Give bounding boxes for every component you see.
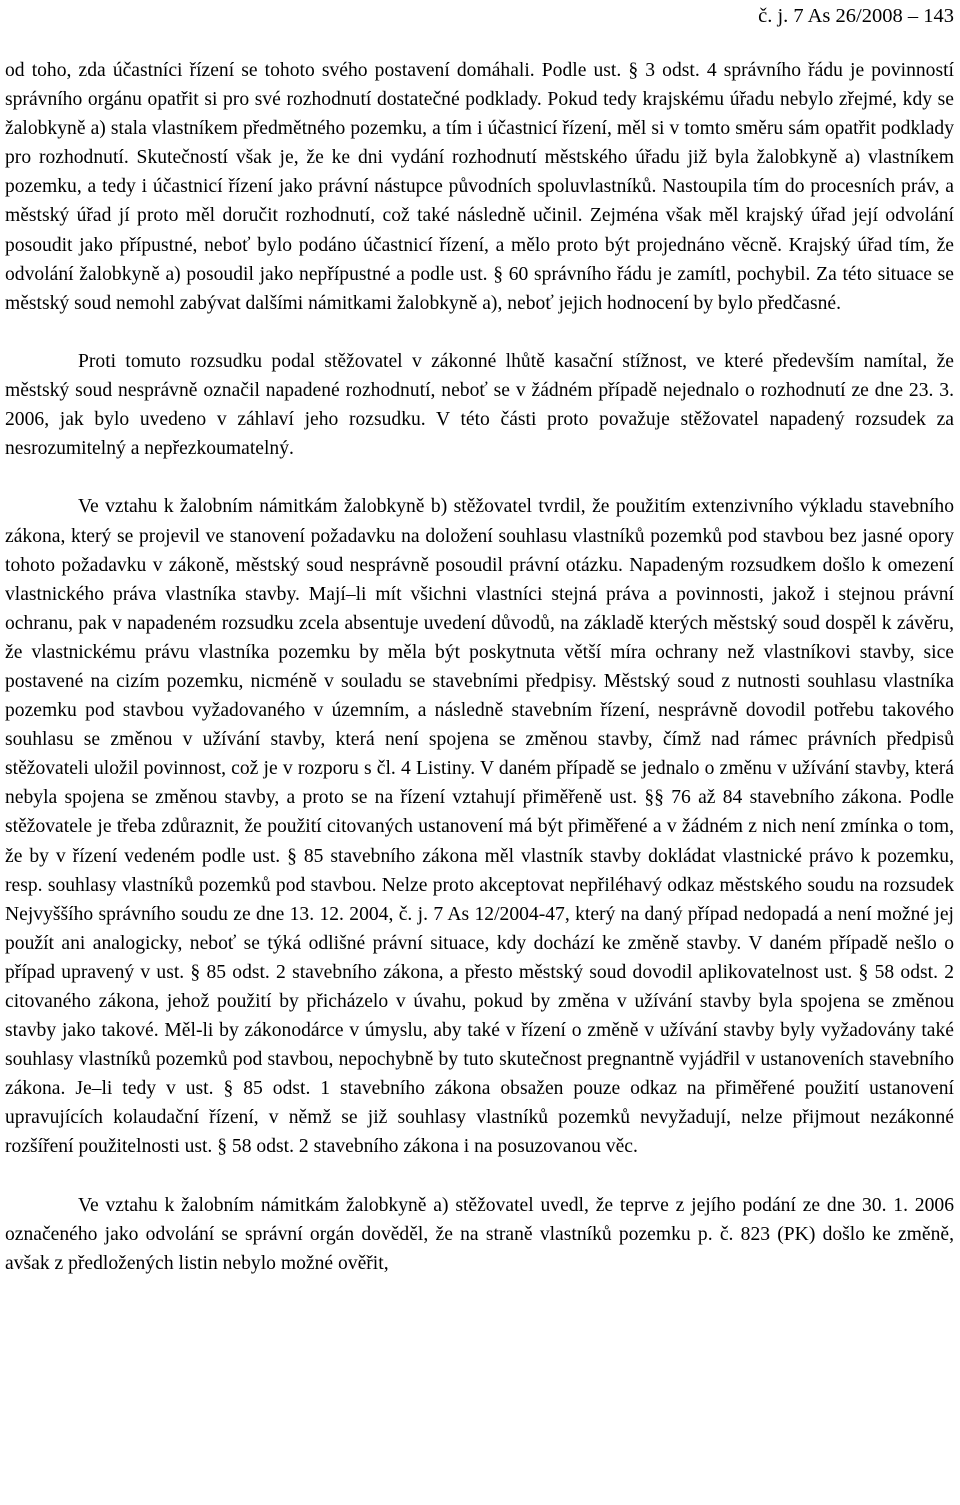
paragraph-spacer: [5, 1162, 954, 1191]
document-body: [5, 56, 954, 1278]
paragraph-3: Ve vztahu k žalobním námitkám žalobkyně b) stěžovatel tvrdil, že použitím extenzivního výkladu stavebního zákona, který se projevil ve stanovení požadavku na doložení souhlasu vlastníků pozemků pod stavbou bez jasné opory tohoto požadavku v zákoně, městský soud nesprávně posoudil právní otázku. Napadeným rozsudkem došlo k omezení vlastnického práva vlastníka stavby. Mají–li mít všichni vlastníci stejná práva a povinnosti, jakož i stejnou právní ochranu, pak v napadeném rozsudku zcela absentuje uvedení důvodů, na základě kterých městský soud dospěl k závěru, že vlastnickému právu vlastníka pozemku by měla být poskytnuta větší míra ochrany než vlastníkovi stavby, sice postavené na cizím pozemku, nicméně v souladu se stavebními předpisy. Městský soud z nutnosti souhlasu vlastníka pozemku pod stavbou vyžadovaného v územním, a následně stavebním řízení, nesprávně dovodil potřebu takového souhlasu se změnou v užívání stavby, která není spojena se změnou stavby, čímž nad rámec právních předpisů stěžovateli uložil povinnost, což je v rozporu s čl. 4 Listiny. V daném případě se jednalo o změnu v užívání stavby, která nebyla spojena se změnou stavby, a proto se na řízení vztahují přiměřeně ust. §§ 76 až 84 stavebního zákona. Podle stěžovatele je třeba zdůraznit, že použití citovaných ustanovení má být přiměřené a v žádném z nich není zmínka o tom, že by v řízení vedeném podle ust. § 85 stavebního zákona měl vlastník stavby dokládat vlastnické právo k pozemku, resp. souhlasy vlastníků pozemků pod stavbou. Nelze proto akceptovat nepřiléhavý odkaz městského soudu na rozsudek Nejvyššího správního soudu ze dne 13. 12. 2004, č. j. 7 As 12/2004-47, který na daný případ nedopadá a není možné jej použít ani analogicky, neboť se týká odlišné právní situace, kdy dochází ke změně stavby. V daném případě nešlo o případ upravený v ust. § 85 odst. 2 stavebního zákona, a přesto městský soud dovodil aplikovatelnost ust. § 58 odst. 2 citovaného zákona, jehož použití by přicházelo v úvahu, pokud by změna v užívání stavby byla spojena se změnou stavby jako takové. Měl-li by zákonodárce v úmyslu, aby také v řízení o změně v užívání stavby byly vyžadovány také souhlasy vlastníků pozemků pod stavbou, nepochybně by tuto skutečnost pregnantně vyjádřil v ustanoveních stavebního zákona. Je–li tedy v ust. § 85 odst. 1 stavebního zákona obsažen pouze odkaz na přiměřené použití ustanovení upravujících kolaudační řízení, v němž se již souhlasy vlastníků pozemků nevyžadují, nelze přijmout nezákonné rozšíření použitelnosti ust. § 58 odst. 2 stavebního zákona i na posuzovanou věc.: [5, 496, 954, 1158]
paragraph-4: Ve vztahu k žalobním námitkám žalobkyně a) stěžovatel uvedl, že teprve z jejího podání ze dne 30. 1. 2006 označeného jako odvolání se správní orgán dověděl, že na straně vlastníků pozemku p. č. 823 (PK) došlo ke změně, avšak z předložených listin nebylo možné ověřit,: [5, 1194, 954, 1274]
paragraph-2: Proti tomuto rozsudku podal stěžovatel v zákonné lhůtě kasační stížnost, ve které především namítal, že městský soud nesprávně označil napadené rozhodnutí, neboť se v žádném případě nejednalo o rozhodnutí ze dne 23. 3. 2006, jak bylo uvedeno v záhlaví jeho rozsudku. V této části proto považuje stěžovatel napadený rozsudek za nesrozumitelný a nepřezkoumatelný.: [5, 350, 954, 460]
running-header: č. j. 7 As 26/2008 – 143: [758, 5, 954, 27]
paragraph-1: od toho, zda účastníci řízení se tohoto svého postavení domáhali. Podle ust. § 3 odst. 4 správního řádu je povinností správního orgánu opatřit si pro své rozhodnutí dostatečné podklady. Pokud tedy krajskému úřadu nebylo zřejmé, kdy se žalobkyně a) stala vlastníkem předmětného pozemku, a tím i účastnicí řízení, měl si v tomto směru sám opatřit podklady pro rozhodnutí. Skutečností však je, že ke dni vydání rozhodnutí městského úřadu již byla žalobkyně a) vlastníkem pozemku, a tedy i účastnicí řízení jako právní nástupce původních spoluvlastníků. Nastoupila tím do procesních práv, a městský úřad jí proto měl doručit rozhodnutí, což také následně učinil. Zejména však měl krajský úřad její odvolání posoudit jako přípustné, neboť bylo podáno účastnicí řízení, a mělo proto být projednáno věcně. Krajský úřad tím, že odvolání žalobkyně a) posoudil jako nepřípustné a podle ust. § 60 správního řádu je zamítl, pochybil. Za této situace se městský soud nemohl zabývat dalšími námitkami žalobkyně a), neboť jejich hodnocení by bylo předčasné.: [5, 60, 954, 314]
paragraph-spacer: [5, 463, 954, 492]
paragraph-spacer: [5, 318, 954, 347]
